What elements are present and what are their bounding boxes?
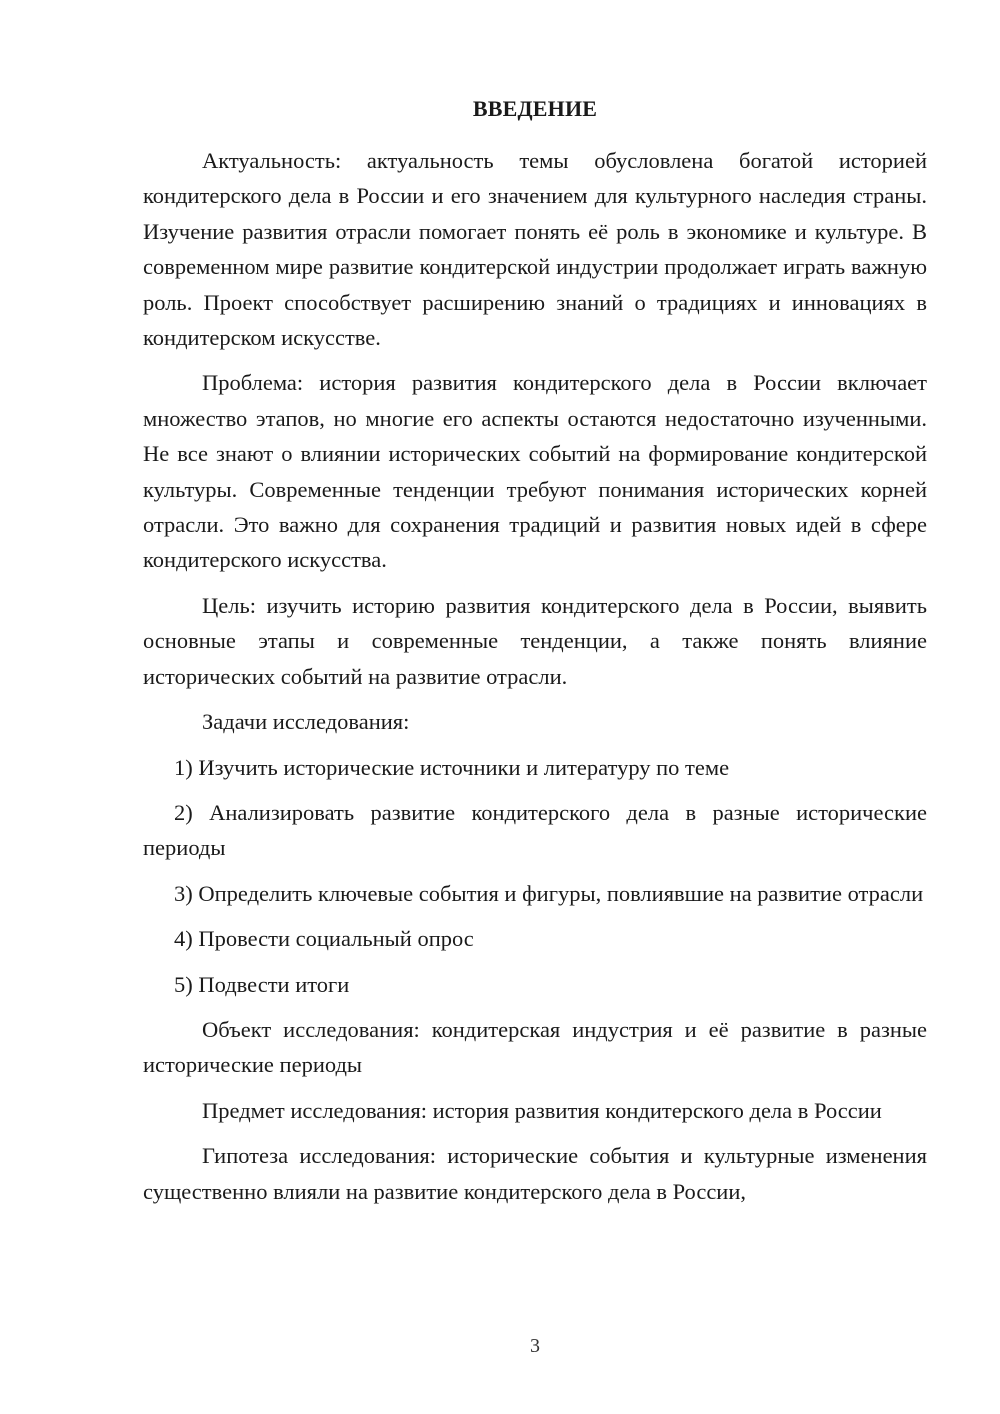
page-number: 3 [530, 1335, 540, 1357]
paragraph-subject: Предмет исследования: история развития кондитерского дела в России [202, 1097, 882, 1123]
paragraph-hypothesis: Гипотеза исследования: исторические события и культурные изменения существенно влияли на развитие кондитерского дела в России, [143, 1143, 927, 1204]
list-item: 5) Подвести итоги [174, 971, 350, 997]
paragraph-problem: Проблема: история развития кондитерского дела в России включает множество этапов, но многие его аспекты остаются недостаточно изученными. Не все знают о влиянии исторических событий на формирование кондитерской культуры. Современные тенденции требуют понимания исторических корней отрасли. Это важно для сохранения традиций и развития новых идей в сфере кондитерского искусства. [143, 370, 927, 573]
page-body [143, 94, 927, 1219]
list-item: 3) Определить ключевые события и фигуры, повлиявшие на развитие отрасли [174, 880, 924, 906]
list-item: 1) Изучить исторические источники и литературу по теме [174, 754, 730, 780]
list-item: 2) Анализировать развитие кондитерского дела в разные исторические периоды [143, 799, 927, 861]
list-item: 4) Провести социальный опрос [174, 926, 474, 952]
tasks-title: Задачи исследования: [202, 709, 410, 735]
paragraph-object: Объект исследования: кондитерская индустрия и её развитие в разные исторические периоды [143, 1016, 927, 1078]
tasks-list [143, 750, 927, 1002]
section-heading: ВВЕДЕНИЕ [472, 96, 598, 121]
paragraph-goal: Цель: изучить историю развития кондитерского дела в России, выявить основные этапы и современные тенденции, а также понять влияние исторических событий на развитие отрасли. [143, 592, 927, 689]
paragraph-relevance: Актуальность: актуальность темы обусловлена богатой историей кондитерского дела в России и его значением для культурного наследия страны. Изучение развития отрасли помогает понять её роль в экономике и культуре. В современном мире развитие кондитерской индустрии продолжает играть важную роль. Проект способствует расширению знаний о традициях и инновациях в кондитерском искусстве. [143, 148, 927, 351]
